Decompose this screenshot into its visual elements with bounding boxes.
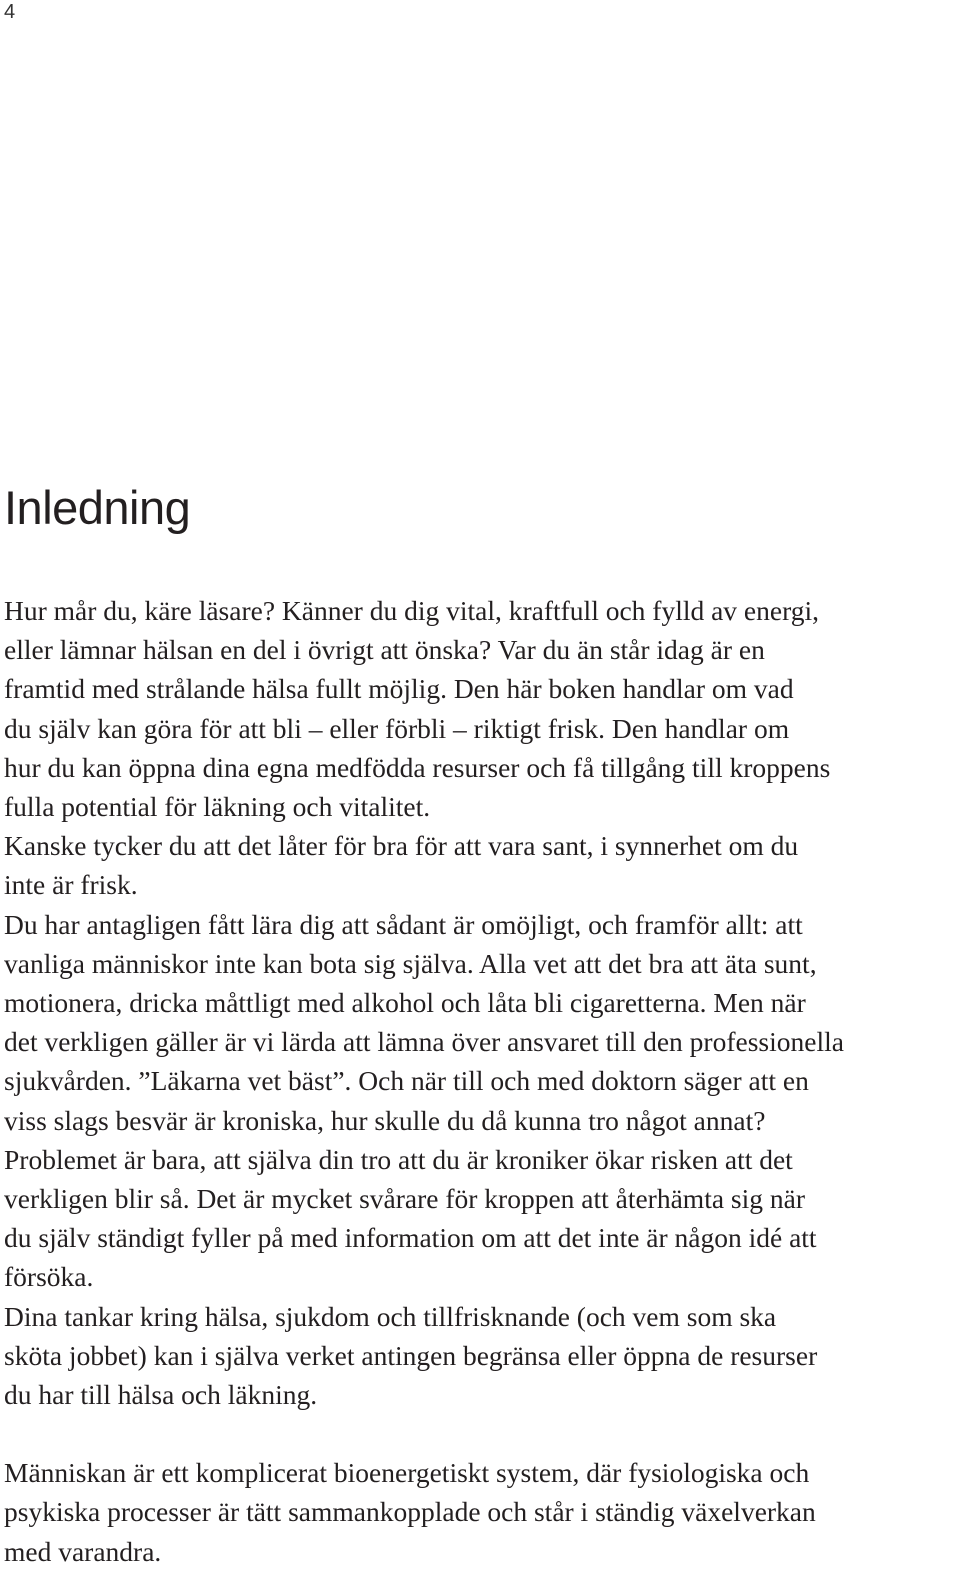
text-line: motionera, dricka måttligt med alkohol och låta bli cigaretterna. Men när <box>4 987 806 1019</box>
text-line: försöka. <box>4 1261 94 1293</box>
text-line: eller lämnar hälsan en del i övrigt att önska? Var du än står idag är en <box>4 634 765 666</box>
text-line: du själv ständigt fyller på med information om att det inte är någon idé att <box>4 1222 817 1254</box>
paragraph <box>4 826 958 904</box>
text-line: viss slags besvär är kroniska, hur skulle du då kunna tro något annat? <box>4 1104 766 1136</box>
text-line: vanliga människor inte kan bota sig själva. Alla vet att det bra att äta sunt, <box>4 947 817 979</box>
page-number: 4 <box>4 1 16 23</box>
paragraph <box>4 905 958 1140</box>
text-line: fulla potential för läkning och vitalitet. <box>4 791 431 823</box>
text-line: Du har antagligen fått lära dig att sådant är omöjligt, och framför allt: att <box>4 908 803 940</box>
text-line: inte är frisk. <box>4 869 138 901</box>
body-text <box>4 591 958 1571</box>
text-line: Människan är ett komplicerat bioenergetiskt system, där fysiologiska och <box>4 1457 810 1489</box>
paragraph <box>4 1453 958 1571</box>
text-line: med varandra. <box>4 1535 162 1567</box>
text-line: det verkligen gäller är vi lärda att lämna över ansvaret till den professionella <box>4 1026 844 1058</box>
text-line: verkligen blir så. Det är mycket svårare för kroppen att återhämta sig när <box>4 1183 805 1215</box>
text-line: Hur mår du, käre läsare? Känner du dig vital, kraftfull och fylld av energi, <box>4 595 820 626</box>
text-line: du har till hälsa och läkning. <box>4 1379 318 1411</box>
text-line: sjukvården. ”Läkarna vet bäst”. Och när till och med doktorn säger att en <box>4 1065 809 1097</box>
text-line: Problemet är bara, att själva din tro att du är kroniker ökar risken att det <box>4 1143 793 1175</box>
paragraph <box>4 1140 958 1297</box>
text-line: sköta jobbet) kan i själva verket antingen begränsa eller öppna de resurser <box>4 1339 818 1371</box>
text-line: hur du kan öppna dina egna medfödda resurser och få tillgång till kroppens <box>4 751 831 783</box>
text-line: Dina tankar kring hälsa, sjukdom och tillfrisknande (och vem som ska <box>4 1300 777 1332</box>
text-line: Kanske tycker du att det låter för bra för att vara sant, i synnerhet om du <box>4 830 799 862</box>
paragraph <box>4 591 958 826</box>
chapter-heading: Inledning <box>4 481 191 534</box>
text-line: du själv kan göra för att bli – eller förbli – riktigt frisk. Den handlar om <box>4 712 790 744</box>
paragraph <box>4 1297 958 1415</box>
text-line: framtid med strålande hälsa fullt möjlig. Den här boken handlar om vad <box>4 673 794 705</box>
text-line: psykiska processer är tätt sammankopplade och står i ständig växelverkan <box>4 1496 816 1528</box>
